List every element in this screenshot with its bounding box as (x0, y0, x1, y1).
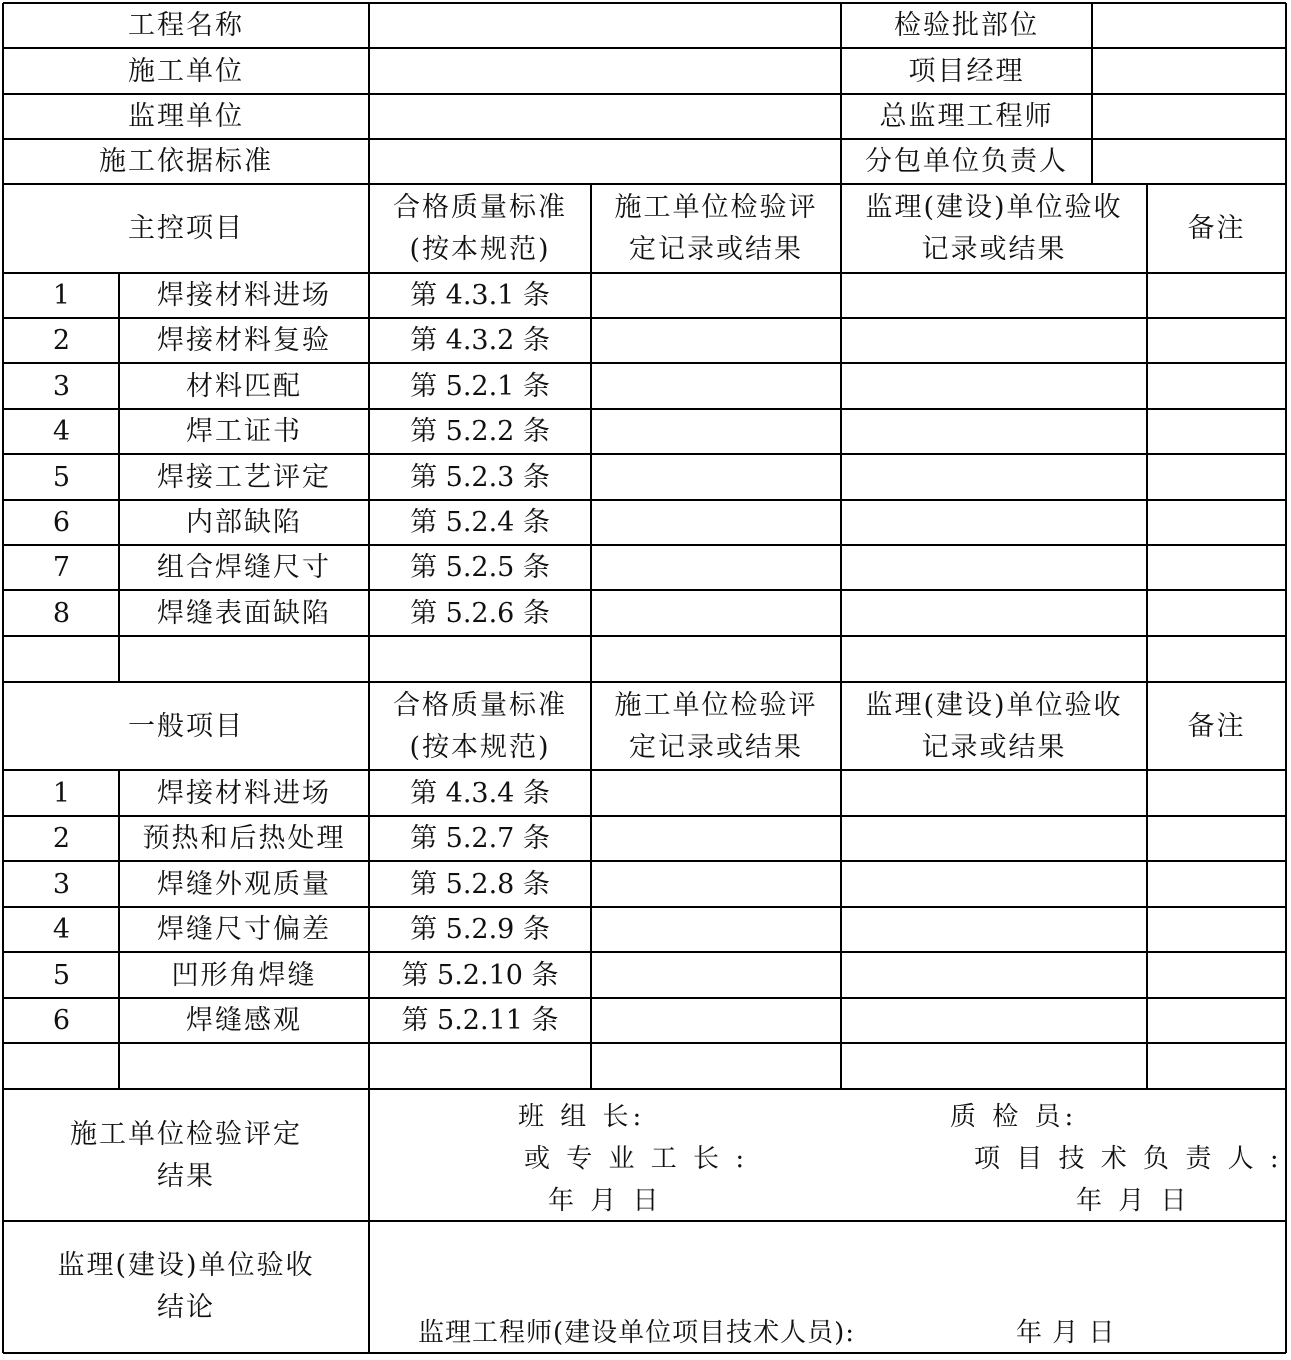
subcontractor-label: 分包单位负责人 (865, 146, 1068, 177)
general-row-4-clause: 第 5.2.9 条 (410, 914, 550, 945)
team-leader-label: 班 组 长: (518, 1102, 646, 1132)
main-row-3-no: 3 (52, 370, 71, 402)
main-supervision-header-line1: 监理(建设)单位验收 (865, 192, 1123, 223)
general-row-4-no: 4 (52, 914, 71, 945)
general-standard-header (370, 683, 590, 770)
main-row-6-clause: 第 5.2.4 条 (410, 507, 550, 538)
general-supervision-header (842, 683, 1146, 770)
project-manager-field[interactable] (1093, 49, 1285, 94)
general-row-6-no: 6 (52, 1005, 71, 1036)
general-standard-header-line1: 合格质量标准 (393, 689, 567, 721)
general-remark-header: 备注 (1187, 710, 1246, 742)
foreman-label: 或 专 业 工 长 : (524, 1144, 749, 1174)
general-supervision-header-line1: 监理(建设)单位验收 (865, 689, 1123, 721)
main-row-1-clause: 第 4.3.1 条 (410, 280, 550, 311)
main-row-8-clause: 第 5.2.6 条 (410, 597, 550, 629)
general-row-2-no: 2 (52, 823, 71, 854)
standard-label: 施工依据标准 (99, 146, 273, 177)
main-row-7-item: 组合焊缝尺寸 (157, 552, 331, 583)
main-construction-header-line2: 定记录或结果 (629, 234, 803, 265)
general-row-5-clause: 第 5.2.10 条 (401, 959, 559, 991)
general-row-1-clause: 第 4.3.4 条 (410, 777, 550, 809)
main-row-1-item: 焊接材料进场 (157, 280, 331, 311)
construction-result-label-line2: 结果 (157, 1160, 215, 1192)
main-row-3-clause: 第 5.2.1 条 (410, 370, 550, 402)
construction-unit-label: 施工单位 (128, 55, 244, 87)
construction-date-right: 年 月 日 (1076, 1186, 1191, 1216)
main-standard-header-line1: 合格质量标准 (393, 192, 567, 223)
main-row-7-clause: 第 5.2.5 条 (410, 552, 550, 583)
project-name-field[interactable] (370, 4, 840, 48)
main-row-1-no: 1 (52, 280, 71, 311)
general-row-3-no: 3 (52, 868, 71, 900)
general-row-2-item: 预热和后热处理 (142, 823, 346, 854)
general-row-3-clause: 第 5.2.8 条 (410, 868, 550, 900)
main-row-2-clause: 第 4.3.2 条 (410, 325, 550, 356)
construction-result-label-line1: 施工单位检验评定 (70, 1118, 302, 1150)
main-row-3-item: 材料匹配 (186, 370, 302, 402)
general-row-6-item: 焊缝感观 (186, 1005, 302, 1036)
supervision-result-label (4, 1222, 368, 1352)
main-control-title: 主控项目 (128, 213, 244, 244)
main-row-2-item: 焊接材料复验 (157, 325, 331, 356)
main-supervision-header (842, 185, 1146, 273)
main-row-7-no: 7 (52, 552, 71, 583)
general-row-5-item: 凹形角焊缝 (171, 959, 317, 991)
general-title: 一般项目 (128, 710, 244, 742)
general-row-5-no: 5 (52, 959, 71, 991)
project-manager-label: 项目经理 (908, 55, 1025, 87)
main-construction-header-line1: 施工单位检验评 (614, 192, 818, 223)
main-row-8-item: 焊缝表面缺陷 (157, 597, 331, 629)
main-row-4-item: 焊工证书 (186, 416, 302, 447)
construction-unit-field[interactable] (370, 49, 840, 94)
main-row-4-no: 4 (52, 416, 71, 447)
general-row-3-item: 焊缝外观质量 (157, 868, 331, 900)
main-row-2-no: 2 (52, 325, 71, 356)
supervision-signer-label: 监理工程师(建设单位项目技术人员): (418, 1318, 856, 1348)
main-row-6-item: 内部缺陷 (186, 507, 302, 538)
standard-field[interactable] (370, 140, 840, 184)
subcontractor-field[interactable] (1093, 140, 1285, 184)
general-standard-header-line2: (按本规范) (409, 731, 551, 763)
main-row-8-no: 8 (52, 597, 71, 629)
main-standard-header-line2: (按本规范) (409, 234, 551, 265)
supervision-result-label-line1: 监理(建设)单位验收 (57, 1250, 315, 1281)
tech-lead-label: 项 目 技 术 负 责 人 : (974, 1144, 1283, 1174)
supervision-date: 年 月 日 (1016, 1318, 1116, 1348)
general-row-6-clause: 第 5.2.11 条 (401, 1005, 559, 1036)
general-construction-header-line2: 定记录或结果 (629, 731, 803, 763)
main-row-5-item: 焊接工艺评定 (157, 461, 331, 493)
main-remark-header: 备注 (1187, 213, 1246, 244)
project-name-label: 工程名称 (128, 10, 244, 41)
inspection-lot-field[interactable] (1093, 4, 1285, 48)
general-construction-header (592, 683, 840, 770)
general-construction-header-line1: 施工单位检验评 (614, 689, 818, 721)
inspection-form (2, 2, 1287, 1354)
general-row-4-item: 焊缝尺寸偏差 (157, 914, 331, 945)
main-row-5-no: 5 (52, 461, 71, 493)
chief-engineer-field[interactable] (1093, 95, 1285, 139)
general-supervision-header-line2: 记录或结果 (921, 731, 1067, 763)
general-row-2-clause: 第 5.2.7 条 (410, 823, 550, 854)
main-supervision-header-line2: 记录或结果 (921, 234, 1067, 265)
main-row-4-clause: 第 5.2.2 条 (410, 416, 550, 447)
chief-engineer-label: 总监理工程师 (879, 101, 1054, 132)
main-row-6-no: 6 (52, 507, 71, 538)
inspection-lot-label: 检验批部位 (894, 10, 1039, 41)
general-row-1-item: 焊接材料进场 (157, 777, 331, 809)
construction-date-left: 年 月 日 (548, 1186, 663, 1216)
main-construction-header (592, 185, 840, 273)
supervision-unit-field[interactable] (370, 95, 840, 139)
inspector-label: 质 检 员: (950, 1102, 1078, 1132)
main-standard-header (370, 185, 590, 273)
supervision-unit-label: 监理单位 (128, 101, 244, 132)
main-row-5-clause: 第 5.2.3 条 (410, 461, 550, 493)
general-row-1-no: 1 (52, 777, 71, 809)
construction-result-label (4, 1090, 368, 1221)
supervision-result-label-line2: 结论 (157, 1292, 215, 1323)
